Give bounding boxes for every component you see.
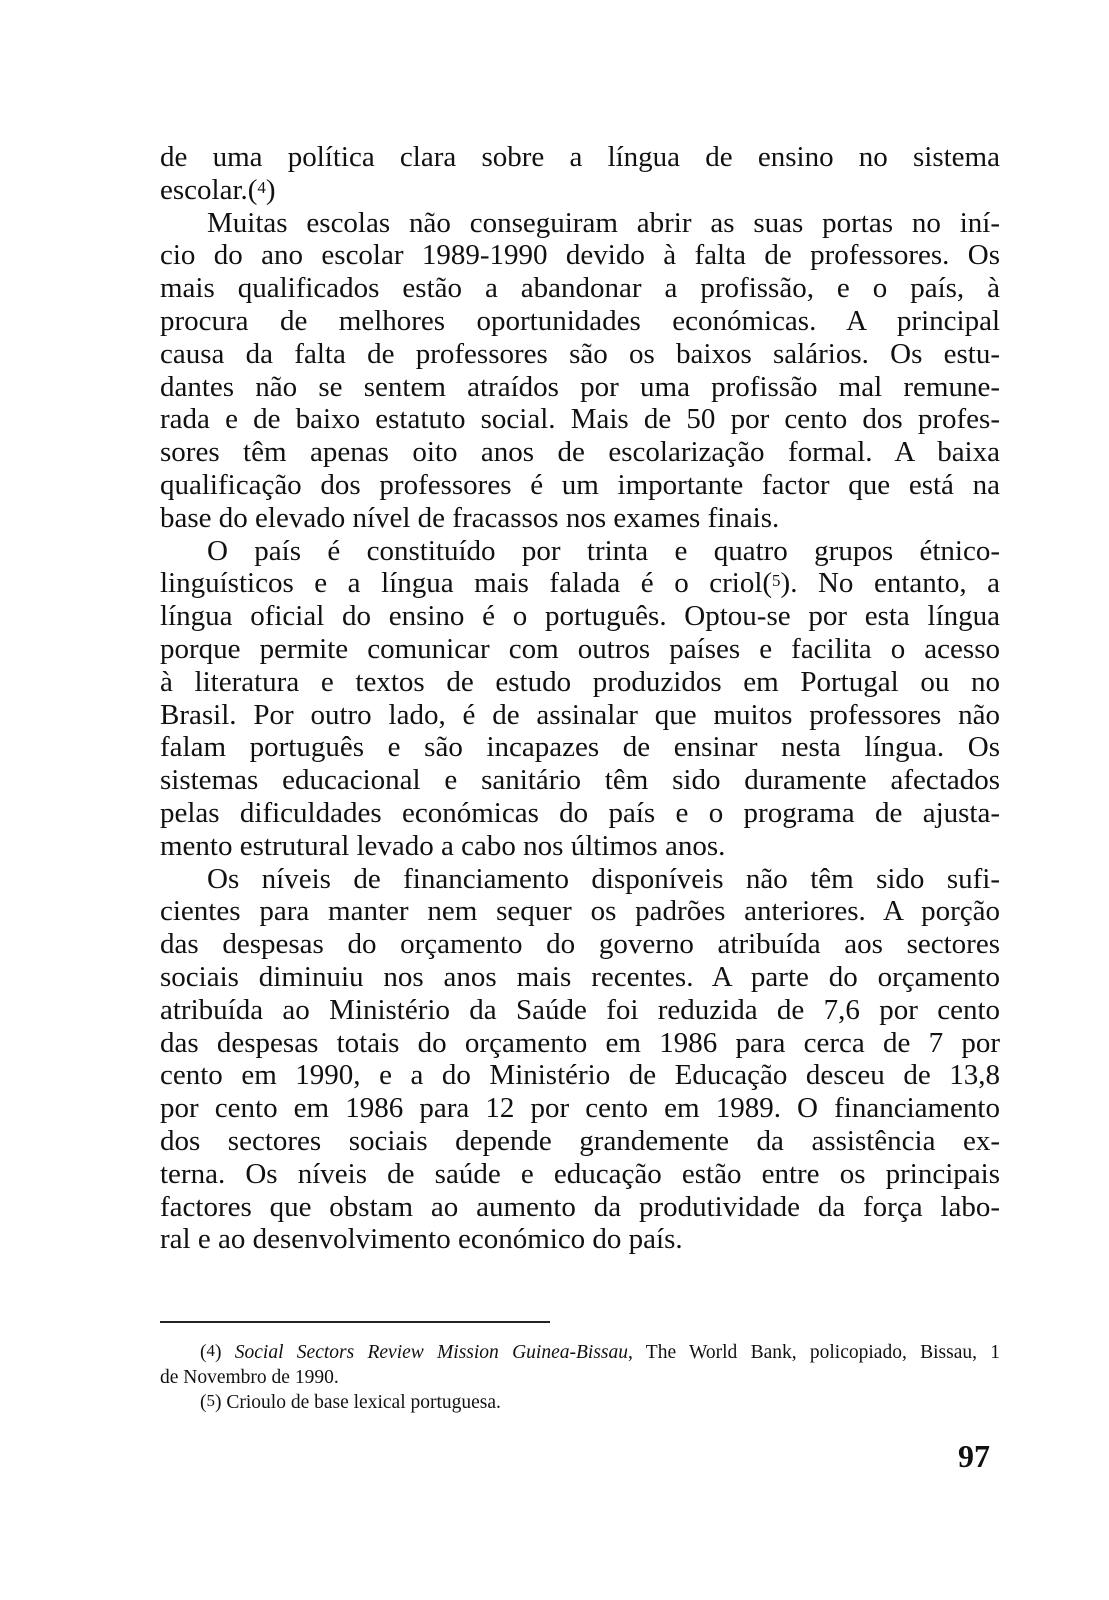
text-line: mento estrutural levado a cabo nos últimos anos. [160,829,726,862]
text-line: causa da falta de professores são os baixos salários. Os estu- [160,337,1000,370]
text-line: das despesas do orçamento do governo atribuída aos sectores [160,928,1000,961]
footnote-4-mark: ($^4$) [200,1341,222,1363]
footnote-5 [160,1390,1000,1415]
text-line: cio do ano escolar 1989-1990 devido à falta de professores. Os [160,239,1000,272]
text-line: rada e de baixo estatuto social. Mais de 50 por cento dos profes- [160,403,1000,436]
text-line: terna. Os níveis de saúde e educação estão entre os principais [160,1157,1000,1190]
text-line: atribuída ao Ministério da Saúde foi reduzida de 7,6 por cento [160,993,1000,1026]
text-line: qualificação dos professores é um importante factor que está na [160,468,1000,501]
text-line: linguísticos e a língua mais falada é o criol($^5$). No entanto, a [160,567,1000,600]
text-line: Os níveis de financiamento disponíveis não têm sido sufi- [207,862,1000,895]
footnote-4-line2: de Novembro de 1990. [160,1367,339,1388]
text-line: procura de melhores oportunidades económicas. A principal [160,304,1000,337]
text-line: das despesas totais do orçamento em 1986 para cerca de 7 por [160,1026,1000,1059]
text-line: factores que obstam ao aumento da produtividade da força labo- [160,1190,1000,1223]
footnotes [160,1340,1000,1415]
footnote-5-mark: ($^5$) [200,1391,222,1413]
text-line: ral e ao desenvolvimento económico do país. [160,1223,683,1256]
text-line: sociais diminuiu nos anos mais recentes. A parte do orçamento [160,960,1000,993]
text-line: sores têm apenas oito anos de escolarização formal. A baixa [160,436,1000,469]
text-line: à literatura e textos de estudo produzidos em Portugal ou no [160,665,1000,698]
text-line: por cento em 1986 para 12 por cento em 1989. O financiamento [160,1092,1000,1125]
text-line: Brasil. Por outro lado, é de assinalar que muitos professores não [160,698,1000,731]
text-line: de uma política clara sobre a língua de ensino no sistema [160,141,1000,173]
footnote-4 [160,1340,1000,1365]
text-line: dos sectores sociais depende grandemente da assistência ex- [160,1124,1000,1157]
text-line: Muitas escolas não conseguiram abrir as suas portas no iní- [207,206,1000,239]
text-line: porque permite comunicar com outros países e facilita o acesso [160,632,1000,665]
footnote-divider [160,1321,550,1323]
text-line: falam português e são incapazes de ensinar nesta língua. Os [160,731,1000,764]
text-line: mais qualificados estão a abandonar a profissão, e o país, à [160,272,1000,305]
text-line: cento em 1990, e a do Ministério de Educação desceu de 13,8 [160,1059,1000,1092]
footnote-5-text: Crioulo de base lexical portuguesa. [226,1392,501,1413]
footnote-4-rest: , The World Bank, policopiado, Bissau, 1 [628,1342,1001,1363]
text-line: O país é constituído por trinta e quatro grupos étnico- [207,534,1000,567]
text-line: língua oficial do ensino é o português. Optou-se por esta língua [160,600,1000,633]
page-number: 97 [958,1438,990,1474]
text-line: pelas dificuldades económicas do país e o programa de ajusta- [160,796,1000,829]
body-text [160,141,1000,1256]
text-line: base do elevado nível de fracassos nos exames finais. [160,501,780,534]
text-line: sistemas educacional e sanitário têm sido duramente afectados [160,764,1000,797]
text-line: dantes não se sentem atraídos por uma profissão mal remune- [160,370,1000,403]
text-line: cientes para manter nem sequer os padrões anteriores. A porção [160,895,1000,928]
text-line: escolar.($^4$) [160,173,276,206]
footnote-4-title: Social Sectors Review Mission Guinea-Bissau [234,1342,628,1363]
